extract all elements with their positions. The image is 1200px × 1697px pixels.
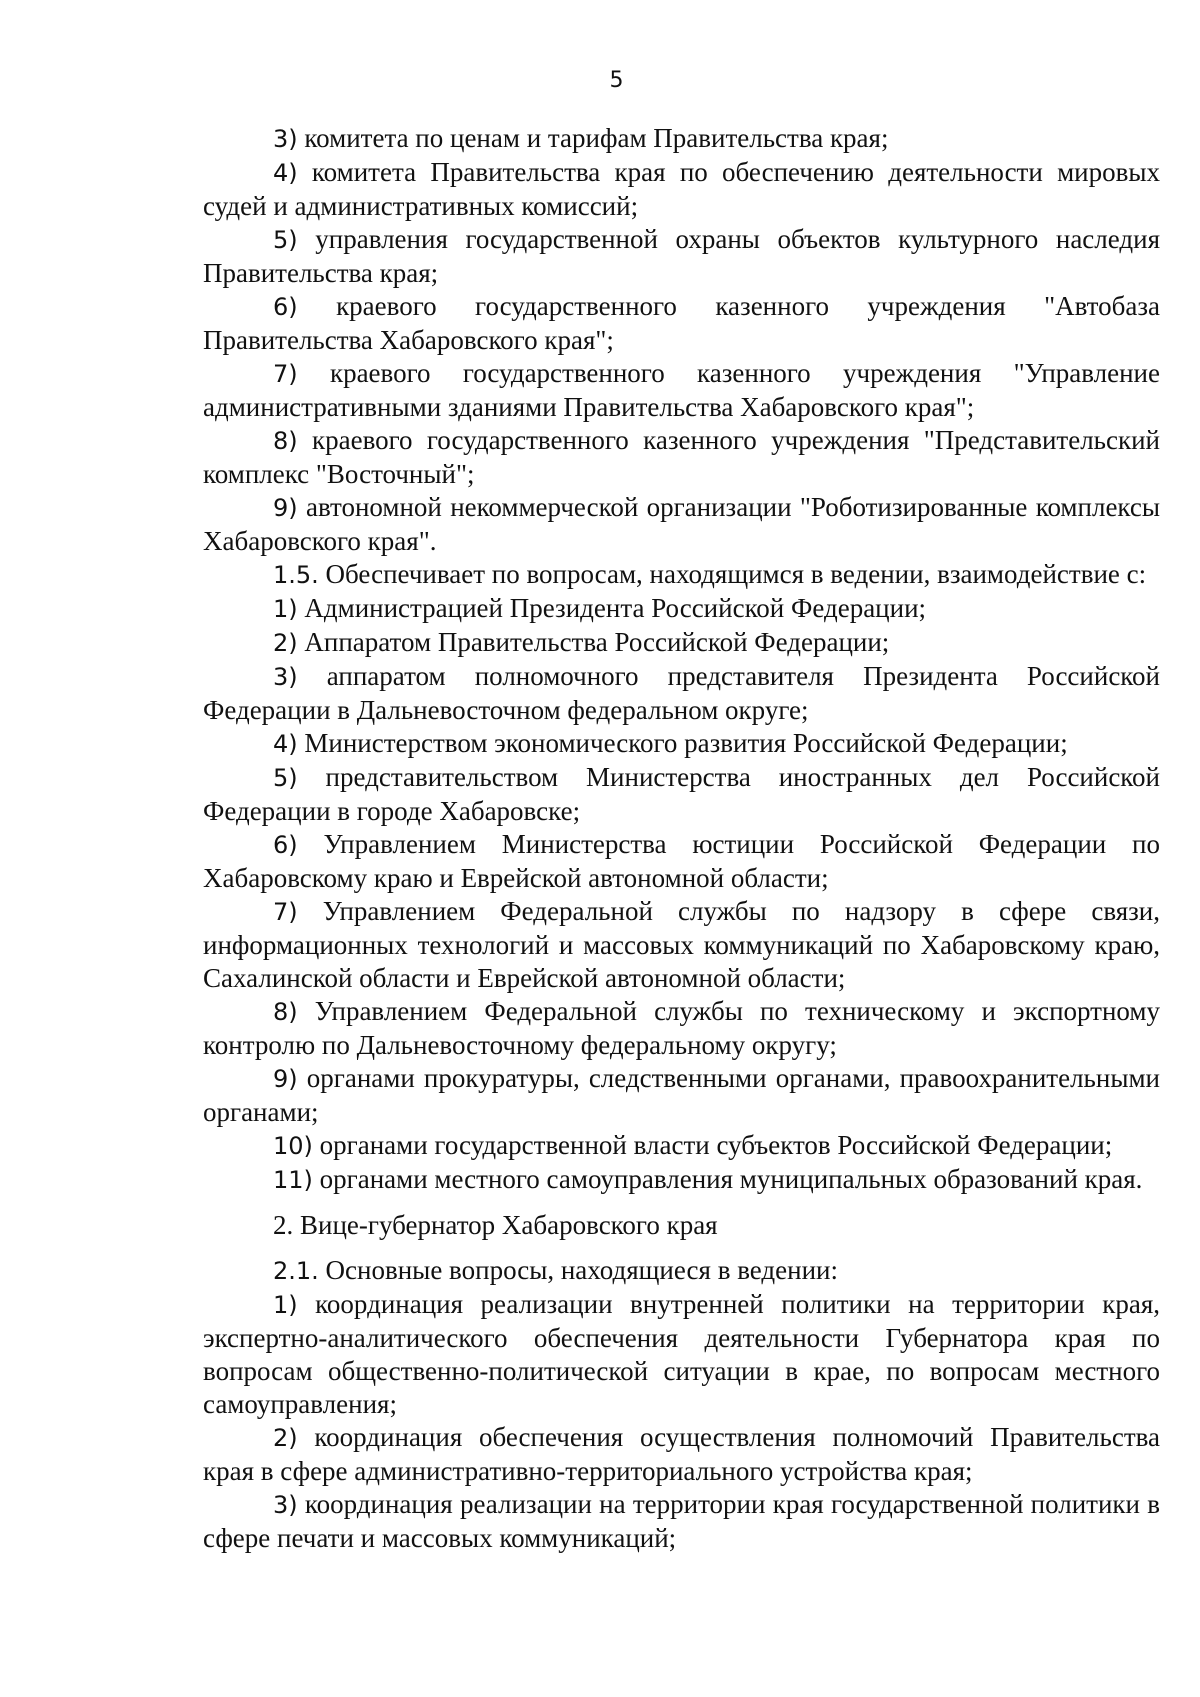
item-number: 1) — [273, 1291, 298, 1319]
item-number: 6) — [273, 831, 298, 859]
list-item — [203, 660, 1160, 727]
item-number: 4) — [273, 730, 298, 758]
list-item — [203, 223, 1160, 290]
clause-text: Обеспечивает по вопросам, находящимся в ведении, взаимодействие с: — [318, 559, 1147, 589]
item-text: координация реализации на территории края государственной политики в сфере печати и массовых коммуникаций; — [203, 1489, 1160, 1553]
item-text: Аппаратом Правительства Российской Федерации; — [297, 627, 890, 657]
subsection-heading — [203, 1254, 1160, 1288]
item-number: 5) — [273, 226, 298, 254]
subsection-text: Основные вопросы, находящиеся в ведении: — [318, 1255, 838, 1285]
item-number: 8) — [273, 998, 298, 1026]
item-text: Управлением Федеральной службы по надзору в сфере связи, информационных технологий и массовых коммуникаций по Хабаровскому краю, Сахалинской области и Еврейской автономной области; — [203, 896, 1160, 993]
list-item — [203, 895, 1160, 995]
item-text: представительством Министерства иностранных дел Российской Федерации в городе Хабаровске; — [203, 762, 1160, 826]
item-number: 9) — [273, 494, 298, 522]
clause-number: 1.5. — [273, 561, 319, 589]
item-text: органами прокуратуры, следственными органами, правоохранительными органами; — [203, 1063, 1160, 1127]
list-item — [203, 626, 1160, 660]
list-item — [203, 761, 1160, 828]
item-number: 6) — [273, 293, 298, 321]
item-number: 11) — [273, 1166, 313, 1194]
list-item — [203, 290, 1160, 357]
list-item — [203, 424, 1160, 491]
item-text: автономной некоммерческой организации "Роботизированные комплексы Хабаровского края". — [203, 492, 1160, 556]
item-number: 7) — [273, 898, 298, 926]
item-number: 10) — [273, 1132, 313, 1160]
item-number: 8) — [273, 427, 298, 455]
item-text: управления государственной охраны объектов культурного наследия Правительства края; — [203, 224, 1160, 288]
item-number: 3) — [273, 663, 298, 691]
item-number: 5) — [273, 764, 298, 792]
list-item — [203, 491, 1160, 558]
list-item — [203, 828, 1160, 895]
section-heading: 2. Вице-губернатор Хабаровского края — [273, 1210, 718, 1240]
item-number: 4) — [273, 159, 298, 187]
item-text: краевого государственного казенного учреждения "Управление административными зданиями Правительства Хабаровского края"; — [203, 358, 1160, 422]
item-number: 3) — [273, 1491, 298, 1519]
item-text: комитета Правительства края по обеспечению деятельности мировых судей и административных комиссий; — [203, 157, 1160, 221]
item-text: Управлением Федеральной службы по техническому и экспортному контролю по Дальневосточному федеральному округу; — [203, 996, 1160, 1060]
item-text: краевого государственного казенного учреждения "Представительский комплекс "Восточный"; — [203, 425, 1160, 489]
list-item — [203, 1421, 1160, 1488]
item-number: 7) — [273, 360, 298, 388]
item-text: координация реализации внутренней политики на территории края, экспертно-аналитического обеспечения деятельности Губернатора края по вопросам общественно-политической ситуации в крае, по вопросам местного самоуправления; — [203, 1289, 1160, 1419]
list-item — [203, 995, 1160, 1062]
clause-paragraph — [203, 558, 1160, 592]
list-item — [203, 357, 1160, 424]
list-item — [203, 122, 1160, 156]
item-number: 9) — [273, 1065, 298, 1093]
item-text: органами местного самоуправления муниципальных образований края. — [312, 1164, 1143, 1194]
list-item — [203, 1062, 1160, 1129]
list-item — [203, 592, 1160, 626]
item-number: 1) — [273, 595, 298, 623]
list-item — [203, 1129, 1160, 1163]
item-text: Управлением Министерства юстиции Российской Федерации по Хабаровскому краю и Еврейской автономной области; — [203, 829, 1160, 893]
list-item — [203, 1163, 1160, 1197]
item-text: аппаратом полномочного представителя Президента Российской Федерации в Дальневосточном федеральном округе; — [203, 661, 1160, 725]
item-text: координация обеспечения осуществления полномочий Правительства края в сфере административно-территориального устройства края; — [203, 1422, 1160, 1486]
item-text: Администрацией Президента Российской Федерации; — [297, 593, 927, 623]
item-text: краевого государственного казенного учреждения "Автобаза Правительства Хабаровского края"; — [203, 291, 1160, 355]
document-body — [203, 122, 1160, 1555]
list-item — [203, 156, 1160, 223]
item-number: 2) — [273, 1424, 298, 1452]
subsection-number: 2.1. — [273, 1257, 319, 1285]
page-number: 5 — [609, 68, 624, 93]
list-item — [203, 1288, 1160, 1421]
item-number: 3) — [273, 125, 298, 153]
item-text: Министерством экономического развития Российской Федерации; — [297, 728, 1068, 758]
list-item — [203, 1488, 1160, 1555]
item-text: комитета по ценам и тарифам Правительства края; — [297, 123, 889, 153]
item-number: 2) — [273, 629, 298, 657]
list-item — [203, 727, 1160, 761]
item-text: органами государственной власти субъектов Российской Федерации; — [312, 1130, 1113, 1160]
